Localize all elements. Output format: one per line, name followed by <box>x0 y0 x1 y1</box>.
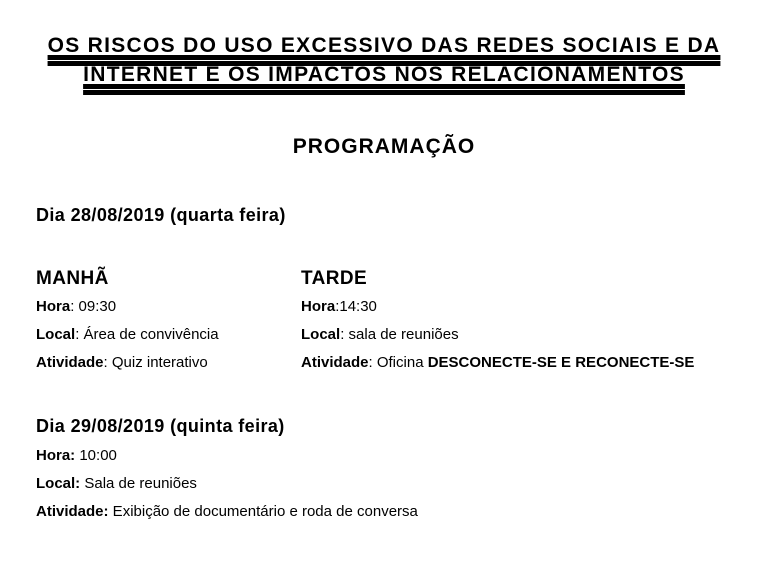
row-value: 10:00 <box>75 447 117 464</box>
page-title <box>36 31 732 89</box>
subtitle-programacao: PROGRAMAÇÃO <box>292 135 476 158</box>
row-label: Hora <box>301 298 336 315</box>
day2-heading: Dia 29/08/2019 (quinta feira) <box>36 416 285 436</box>
day1-sessions <box>36 268 732 382</box>
row-label: Local <box>301 326 341 343</box>
schedule-row-hora <box>36 447 732 465</box>
row-label: Local <box>36 326 76 343</box>
page-title-line-1 <box>36 31 732 60</box>
row-label: Hora: <box>36 447 76 464</box>
page-title-text-2: INTERNET E OS IMPACTOS NOS RELACIONAMENTOS <box>83 63 685 86</box>
period-heading-manha: MANHÃ <box>36 268 109 289</box>
schedule-row-atividade <box>301 354 732 372</box>
schedule-row-atividade <box>36 503 732 521</box>
row-value: : sala de reuniões <box>340 326 459 343</box>
day2-schedule <box>36 447 732 521</box>
row-value: : 09:30 <box>70 298 117 315</box>
schedule-row-atividade <box>36 354 301 372</box>
row-label: Atividade <box>36 354 104 371</box>
row-value: : Quiz interativo <box>103 354 208 371</box>
row-label: Atividade <box>301 354 369 371</box>
schedule-row-local <box>36 326 301 344</box>
page-title-line-2 <box>36 60 732 89</box>
page-title-text-1: OS RISCOS DO USO EXCESSIVO DAS REDES SOCIAIS E DA <box>47 34 721 57</box>
schedule-row-local <box>301 326 732 344</box>
period-heading-tarde: TARDE <box>301 268 368 289</box>
row-label: Atividade: <box>36 503 109 520</box>
row-value: :14:30 <box>335 298 377 315</box>
row-value: : Área de convivência <box>75 326 219 343</box>
schedule-row-local <box>36 475 732 493</box>
row-value: : Oficina <box>368 354 428 371</box>
day1-afternoon-column <box>301 268 732 382</box>
row-value: Sala de reuniões <box>80 475 197 492</box>
document-page <box>0 31 768 579</box>
day1-morning-column <box>36 268 301 382</box>
row-label: Local: <box>36 475 81 492</box>
row-label: Hora <box>36 298 71 315</box>
row-value-emphasis: DESCONECTE-SE E RECONECTE-SE <box>427 354 695 371</box>
schedule-row-hora <box>301 298 732 316</box>
day1-heading: Dia 28/08/2019 (quarta feira) <box>36 205 286 225</box>
schedule-row-hora <box>36 298 301 316</box>
row-value: Exibição de documentário e roda de conversa <box>108 503 418 520</box>
